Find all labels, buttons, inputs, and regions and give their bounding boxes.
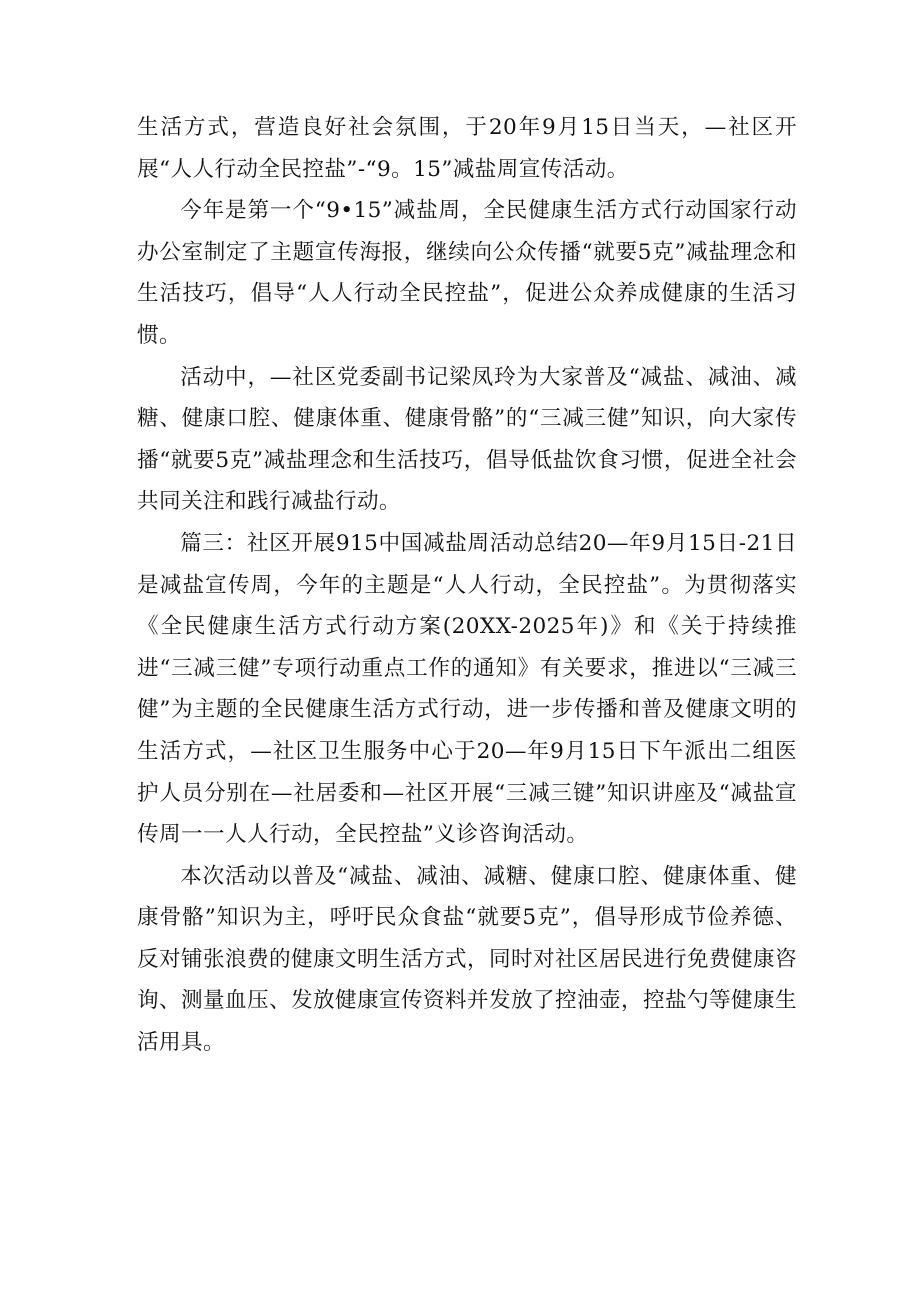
paragraph-part-three-summary: 篇三：社区开展915中国减盐周活动总结20—年9月15日-21日是减盐宣传周，今年的主题是“人人行动，全民控盐”。为贯彻落实《全民健康生活方式行动方案(20XX-2025年)》和《关于持续推进“三减三健”专项行动重点工作的通知》有关要求，推进以“三减三健”为主题的全民健康生活方式行动，进一步传播和普及健康文明的生活方式，—社区卫生服务中心于20—年9月15日下午派出二组医护人员分别在—社居委和—社区开展“三减三键”知识讲座及“减盐宣传周一一人人行动，全民控盐”义诊咨询活动。 <box>137 530 797 848</box>
paragraph-activity-content: 本次活动以普及“减盐、减油、减糖、健康口腔、健康体重、健康骨骼”知识为主，呼吁民众食盐“就要5克”，倡导形成节俭养德、反对铺张浪费的健康文明生活方式，同时对社区居民进行免费健康咨询、测量血压、发放健康宣传资料并发放了控油壶，控盐勺等健康生活用具。 <box>137 863 797 1056</box>
paragraph-activity-details: 活动中，—社区党委副书记梁凤玲为大家普及“减盐、减油、减糖、健康口腔、健康体重、健康骨骼”的“三减三健”知识，向大家传播“就要5克”减盐理念和生活技巧，倡导低盐饮食习惯，促进全社会共同关注和践行减盐行动。 <box>137 364 797 515</box>
document-page <box>137 107 797 1064</box>
paragraph-continuation: 生活方式，营造良好社会氛围，于20年9月15日当天，—社区开展“人人行动全民控盐”-“9。15”减盐周宣传活动。 <box>137 115 797 182</box>
paragraph-salt-week-intro: 今年是第一个“9•15”减盐周，全民健康生活方式行动国家行动办公室制定了主题宣传海报，继续向公众传播“就要5克”减盐理念和生活技巧，倡导“人人行动全民控盐”，促进公众养成健康的生活习惯。 <box>137 198 797 348</box>
